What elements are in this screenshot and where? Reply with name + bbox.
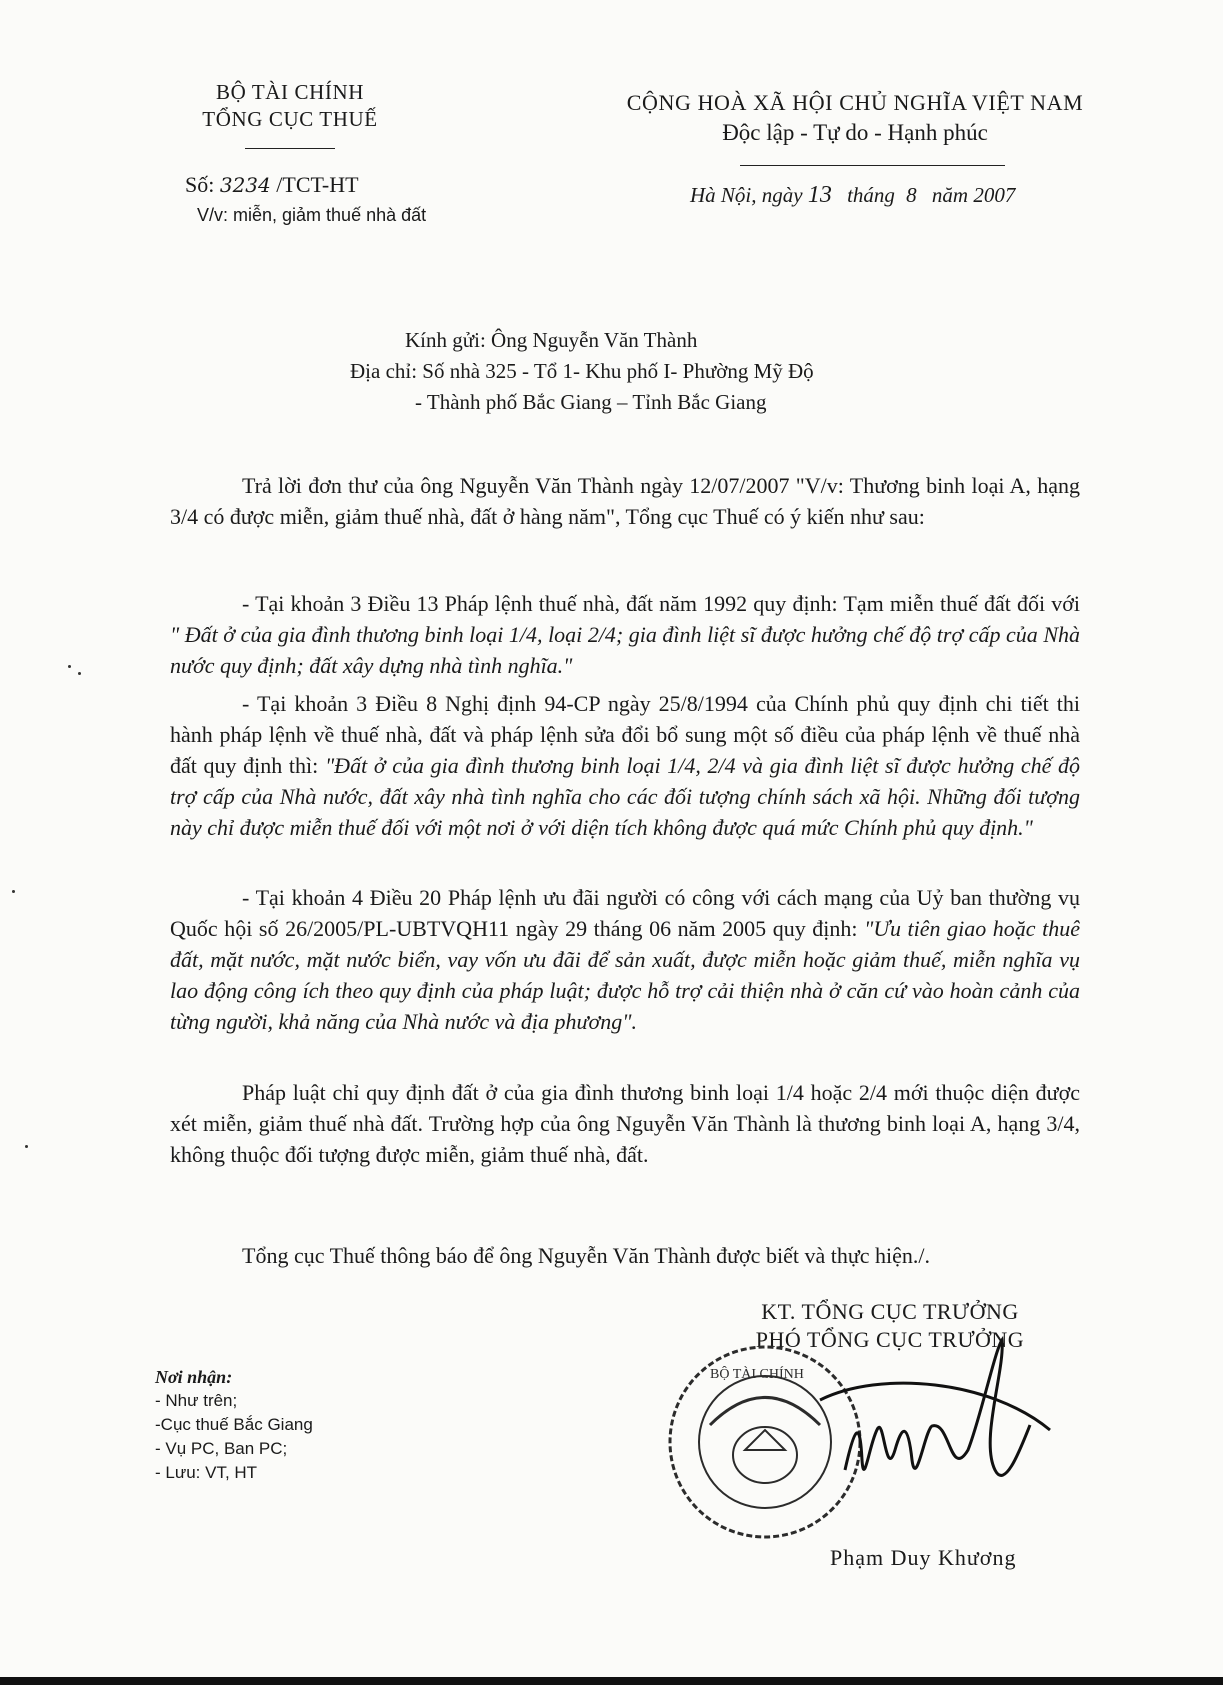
country-name: CỘNG HOÀ XÃ HỘI CHỦ NGHĨA VIỆT NAM [626,90,1084,115]
p2-lead: - Tại khoản 3 Điều 8 Nghị định 94-CP ngày 25/8/1994 của Chính phủ quy định chi tiết thi hành pháp lệnh về thuế nhà, đất và pháp lệnh sửa đổi bổ sung một số điều của pháp lệnh về thuế nhà đất quy định thì: [170,691,1080,778]
date-day: 13 [807,182,832,208]
recipient-item: -Cục thuế Bắc Giang [155,1415,313,1434]
recipient-greeting: Kính gửi: Ông Nguyễn Văn Thành [405,328,698,352]
recipient-item: - Lưu: VT, HT [155,1463,258,1482]
closing-text: Tổng cục Thuế thông báo để ông Nguyễn Văn Thành được biết và thực hiện./. [242,1243,930,1268]
place-and-date [690,182,1015,209]
official-stamp [670,1347,860,1537]
p2-quote: "Đất ở của gia đình thương binh loại 1/4, 2/4 và gia đình liệt sĩ được hưởng chế độ trợ cấp của Nhà nước, đất xây nhà tình nghĩa cho các đối tượng chính sách xã hội. Những đối tượng này chỉ được miễn thuế đối với một nơi ở với diện tích không được quá mức Chính phủ quy định." [170,753,1081,840]
paragraph-ordinance-2005 [170,882,1080,1037]
date-prefix: Hà Nội, ngày [690,183,803,207]
paragraph-ordinance-1992 [170,588,1080,681]
scan-border [0,1677,1223,1685]
signature-title-line2: PHÓ TỔNG CỤC TRƯỞNG [755,1327,1025,1352]
document-number [185,172,359,198]
department-name: TỔNG CỤC THUẾ [202,107,378,131]
recipients-label: Nơi nhận: [155,1367,233,1387]
ministry-name: BỘ TÀI CHÍNH [216,80,364,104]
scan-speck [12,890,15,893]
recipient-block [350,325,950,418]
stamp-text: BỘ TÀI CHÍNH [710,1367,804,1382]
issuer-underline [245,148,335,149]
doc-number-label: Số: [185,172,215,197]
p3-lead: - Tại khoản 4 Điều 20 Pháp lệnh ưu đãi người có công với cách mạng của Uỷ ban thường vụ Quốc hội số 26/2005/PL-UBTVQH11 ngày 29 tháng 06 năm 2005 quy định: [170,885,1080,941]
p3-quote: "Ưu tiên giao hoặc thuê đất, mặt nước, mặt nước biển, vay vốn ưu đãi để sản xuất, được miễn hoặc giảm thuế, miễn nghĩa vụ lao động công ích theo quy định của pháp luật; được hỗ trợ cải thiện nhà ở căn cứ vào hoàn cảnh của từng người, khả năng của Nhà nước và địa phương". [170,916,1081,1034]
scan-speck [78,672,81,675]
national-motto: Độc lập - Tự do - Hạnh phúc [722,120,988,145]
motto-underline [740,165,1005,166]
intro-text: Trả lời đơn thư của ông Nguyễn Văn Thành ngày 12/07/2007 "V/v: Thương binh loại A, hạng 3/4 có được miễn, giảm thuế nhà, đất ở hàng năm", Tổng cục Thuế có ý kiến như sau: [170,473,1080,529]
intro-paragraph [170,470,1080,532]
recipient-address-line2: - Thành phố Bắc Giang – Tỉnh Bắc Giang [415,390,767,414]
date-year: năm 2007 [931,183,1016,207]
signer-name: Phạm Duy Khương [830,1545,1017,1570]
date-month-label: tháng [847,183,895,207]
paragraph-decree-94 [170,688,1080,843]
p1-lead: - Tại khoản 3 Điều 13 Pháp lệnh thuế nhà, đất năm 1992 quy định: Tạm miễn thuế đất đối với [242,591,1080,616]
conclusion-text: Pháp luật chỉ quy định đất ở của gia đình thương binh loại 1/4 hoặc 2/4 mới thuộc diện được xét miễn, giảm thuế nhà đất. Trường hợp của ông Nguyễn Văn Thành là thương binh loại A, hạng 3/4, không thuộc đối tượng được miễn, giảm thuế nhà, đất. [170,1080,1080,1167]
recipient-item: - Như trên; [155,1391,238,1410]
scan-speck [68,665,71,668]
recipient-item: - Vụ PC, Ban PC; [155,1439,288,1458]
doc-number-value: 3234 [219,173,271,197]
scan-speck [25,1145,28,1148]
national-heading [620,90,1090,146]
date-month: 8 [906,183,917,207]
p1-quote: " Đất ở của gia đình thương binh loại 1/4, loại 2/4; gia đình liệt sĩ được hưởng chế độ trợ cấp của Nhà nước quy định; đất xây dựng nhà tình nghĩa." [170,622,1080,678]
conclusion-paragraph [170,1077,1080,1170]
recipients-list [155,1365,415,1485]
doc-number-suffix: /TCT-HT [276,172,359,197]
recipient-address-line1: Địa chỉ: Số nhà 325 - Tổ 1- Khu phố I- Phường Mỹ Độ [350,359,814,383]
issuer-block [170,80,410,132]
stamp-and-signature [650,1330,1090,1560]
document-subject: V/v: miễn, giảm thuế nhà đất [197,205,427,225]
closing-paragraph [170,1240,1080,1271]
signature-title-line1: KT. TỔNG CỤC TRƯỞNG [761,1299,1019,1324]
